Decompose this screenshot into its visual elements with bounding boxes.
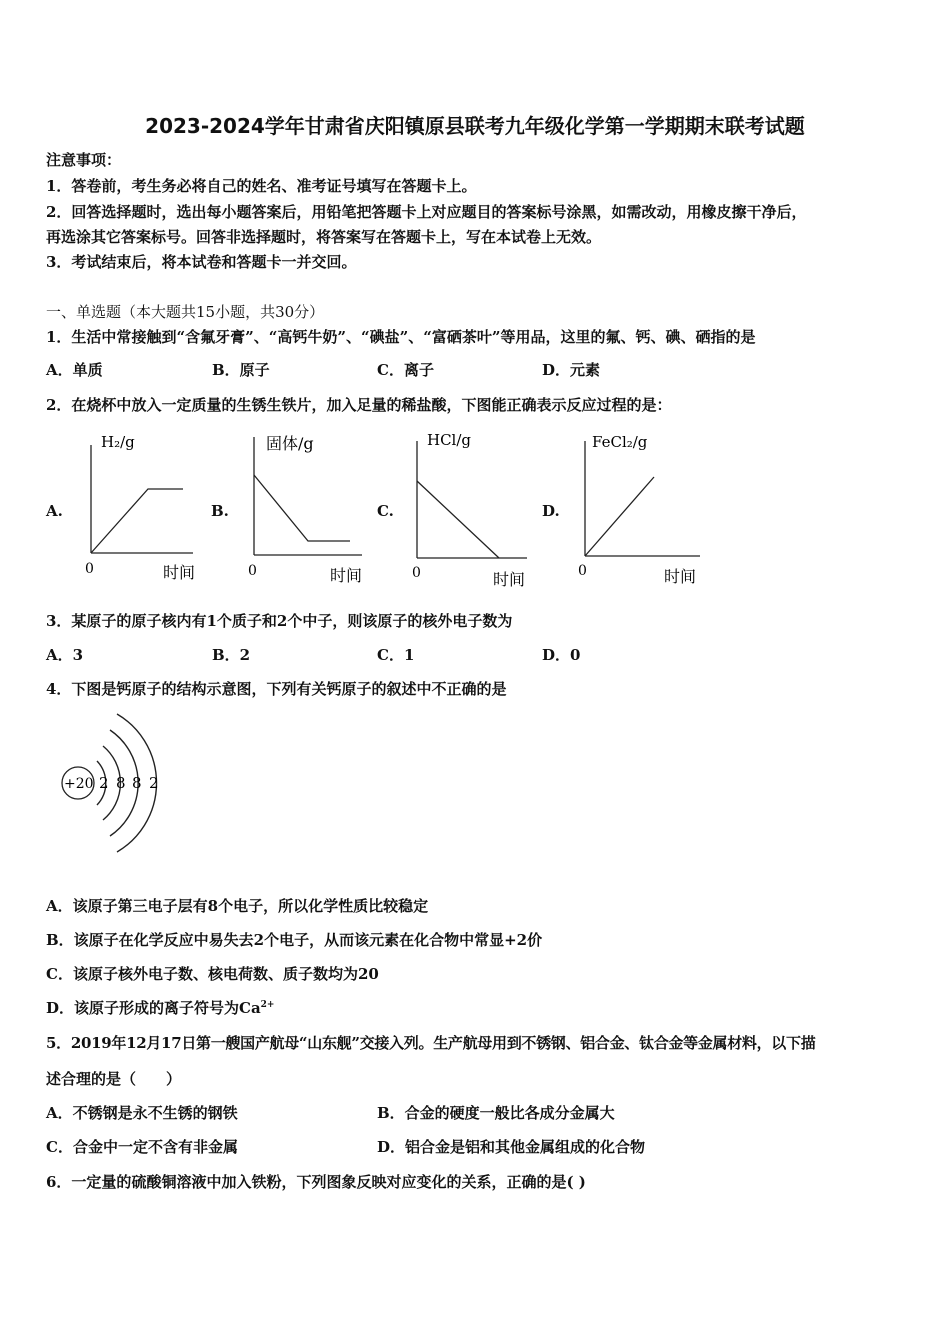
curve: [254, 475, 350, 541]
origin-label: 0: [412, 565, 421, 581]
notice-item: 再选涂其它答案标号。回答非选择题时，将答案写在答题卡上，写在本试卷上无效。: [46, 228, 602, 246]
shell-electron-count: 8: [132, 774, 142, 792]
q2-option-c[interactable]: C.: [377, 502, 394, 520]
curve: [585, 477, 654, 556]
chart-y-label: H₂/g: [101, 433, 135, 451]
shell-electron-count: 8: [116, 774, 126, 792]
q5-option-a[interactable]: A．不锈钢是永不生锈的钢铁: [46, 1104, 238, 1122]
curve: [91, 489, 183, 553]
chart-y-label: HCl/g: [427, 431, 472, 449]
nucleus-charge: +20: [64, 776, 94, 792]
q2-option-a[interactable]: A.: [46, 502, 63, 520]
question-5-stem: 5．2019年12月17日第一艘国产航母“山东舰”交接入列。生产航母用到不锈钢、铝合金、钛合金等金属材料，以下描: [46, 1034, 816, 1052]
x-axis-label: 时间: [664, 567, 697, 586]
notice-item: 2．回答选择题时，选出每小题答案后，用铅笔把答题卡上对应题目的答案标号涂黑，如需改动，用橡皮擦干净后，: [46, 203, 807, 221]
shell-electron-count: 2: [149, 774, 159, 792]
q4-option-d-text: D．该原子形成的离子符号为Ca: [46, 999, 261, 1017]
question-2-stem: 2．在烧杯中放入一定质量的生锈生铁片，加入足量的稀盐酸，下图能正确表示反应过程的是：: [46, 396, 672, 414]
q4-option-d[interactable]: [46, 998, 274, 1018]
q1-option-c[interactable]: C．离子: [377, 361, 434, 379]
q4-option-c[interactable]: C．该原子核外电子数、核电荷数、质子数均为20: [46, 965, 379, 983]
question-6-stem: 6．一定量的硫酸铜溶液中加入铁粉，下列图象反映对应变化的关系，正确的是( ): [46, 1173, 586, 1191]
calcium-atom-diagram: [55, 706, 175, 854]
notice-item: 3．考试结束后，将本试卷和答题卡一并交回。: [46, 253, 357, 271]
q5-option-b[interactable]: B．合金的硬度一般比各成分金属大: [377, 1104, 615, 1122]
ion-charge: 2+: [260, 1000, 275, 1010]
q2-option-d[interactable]: D.: [542, 502, 560, 520]
q1-option-b[interactable]: B．原子: [212, 361, 270, 379]
question-1-stem: 1．生活中常接触到“含氟牙膏”、“高钙牛奶”、“碘盐”、“富硒茶叶”等用品，这里的氟、钙、碘、硒指的是: [46, 328, 756, 346]
q2-option-b[interactable]: B.: [211, 502, 229, 520]
q1-option-d[interactable]: D．元素: [542, 361, 601, 379]
x-axis-label: 时间: [330, 566, 363, 585]
q3-option-d[interactable]: D．0: [542, 646, 581, 664]
origin-label: 0: [248, 563, 257, 579]
q4-option-b[interactable]: B．该原子在化学反应中易失去2个电子，从而该元素在化合物中常显+2价: [46, 931, 543, 949]
notice-heading: 注意事项：: [46, 151, 122, 169]
curve: [417, 481, 499, 558]
q2-chart-a: [75, 425, 200, 590]
q5-option-d[interactable]: D．铝合金是铝和其他金属组成的化合物: [377, 1138, 646, 1156]
q3-option-b[interactable]: B．2: [212, 646, 251, 664]
q3-option-a[interactable]: A．3: [46, 646, 84, 664]
question-4-stem: 4．下图是钙原子的结构示意图，下列有关钙原子的叙述中不正确的是: [46, 680, 507, 698]
q2-chart-d: [572, 425, 707, 590]
chart-y-label: 固体/g: [266, 434, 314, 453]
q5-option-c[interactable]: C．合金中一定不含有非金属: [46, 1138, 238, 1156]
q1-option-a[interactable]: A．单质: [46, 361, 103, 379]
page-title: 2023-2024学年甘肃省庆阳镇原县联考九年级化学第一学期期末联考试题: [145, 114, 805, 138]
x-axis-label: 时间: [493, 570, 526, 589]
section-header: 一、单选题（本大题共15小题，共30分）: [46, 303, 325, 321]
question-3-stem: 3．某原子的原子核内有1个质子和2个中子，则该原子的核外电子数为: [46, 612, 513, 630]
q4-option-a[interactable]: A．该原子第三电子层有8个电子，所以化学性质比较稳定: [46, 897, 429, 915]
question-5-stem-cont: 述合理的是（ ）: [46, 1070, 182, 1088]
origin-label: 0: [578, 563, 587, 579]
x-axis-label: 时间: [163, 563, 196, 582]
chart-y-label: FeCl₂/g: [592, 433, 648, 451]
q2-chart-b: [240, 425, 370, 590]
shell-electron-count: 2: [99, 774, 109, 792]
notice-item: 1．答卷前，考生务必将自己的姓名、准考证号填写在答题卡上。: [46, 177, 477, 195]
q2-chart-c: [405, 425, 540, 593]
q3-option-c[interactable]: C．1: [377, 646, 415, 664]
origin-label: 0: [85, 561, 94, 577]
